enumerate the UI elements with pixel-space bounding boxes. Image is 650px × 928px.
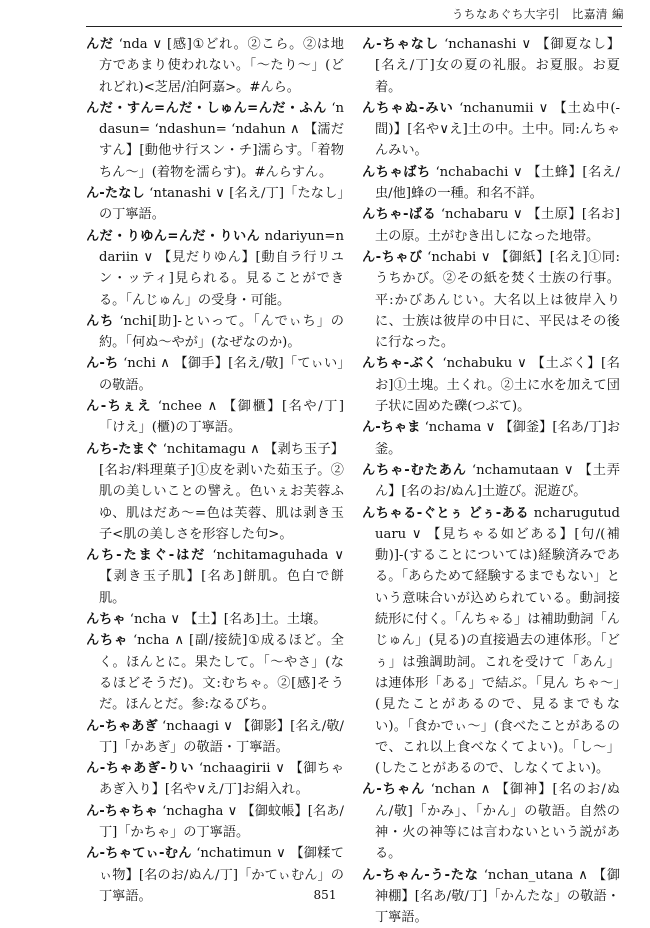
entry-headword: ん-ち (86, 356, 119, 372)
entry-definition: ‘nchanashi ∨ 【御夏なし】[名え/丁]女の夏の礼服。お夏服。お夏着。 (375, 37, 620, 95)
entry-headword: んち-たまぐ-はだ (86, 548, 207, 564)
entry-definition: ‘nchi ∧ 【御手】[名え/敬]「てぃい」の敬語。 (99, 356, 344, 393)
entry-headword: ん-ちゃちゃ (86, 803, 158, 819)
entry-definition: ‘nchitamagu ∧ 【剥ち玉子】[名お/料理菓子]①皮を剥いた茹玉子。②肌の美しいことの譬え。色いぇお芙蓉ふゆ、肌はだあ〜=色は芙蓉、肌は剥き玉子<肌の美しさを形容した句>。 (99, 441, 344, 542)
entry-headword: ん-たなし (86, 186, 145, 202)
entry-definition: ‘nchan ∧ 【御神】[名のお/ぬん/敬]「かみ」、「かん」の敬語。自然の神・火の神等には言わないという説がある。 (375, 782, 620, 862)
dictionary-entry (86, 98, 344, 183)
entry-headword: んち-たまぐ (86, 441, 159, 457)
dictionary-entry (86, 609, 344, 630)
dictionary-entry (86, 311, 344, 354)
dictionary-entry (362, 247, 620, 353)
entry-definition: ‘nchabaru ∨ 【土原】[名お]土の原。土がむき出しになった地帯。 (375, 207, 620, 244)
entry-definition: ‘nda ∨ [感]①どれ。②こら。②は地方であまり使われない。「〜たり〜」(どれどれ)<芝居/泊阿嘉>。#んら。 (99, 37, 344, 95)
entry-definition: ‘nchan_utana ∧ 【御神棚】[名あ/敬/丁]「かんたな」の敬語・丁寧語。 (375, 867, 621, 926)
entry-definition: ‘nchabuku ∨ 【土ぶく】[名お]①土塊。土くれ。②土に水を加えて団子状に固めた礫(つぶて)。 (375, 356, 620, 415)
entry-headword: んちゃ-ばる (362, 207, 437, 223)
entry-definition: ncharugutuduaru ∨ 【見ちゃる如どある】[句/(補動)]-(することについては)経験済みである。「あらためて経験するまでもない」という意味合いが込められている。動詞接続形に付く。「んちゃる」は補助動詞「んじゅん」(見る)の直接過去の連体形。「どぅ」は強調助詞。これを受けて「あん」は連体形「ある」で結ぶ。「見ん ちゃ〜」(見たことがあるので、見るまでもない)。「食かでぃ〜」(食べたことがあるので、これ以上食べなくてよい)。「し〜」(したことがあるので、しなくてよい)。 (375, 505, 620, 777)
entry-definition: ‘ndasun= ‘ndashun= ‘ndahun ∧ 【濡だすん】[動他サ行スン・チ]濡らす。「着物ちん〜」(着物を濡らす)。#んらすん。 (99, 100, 344, 180)
entry-headword: んちゃ (86, 612, 126, 628)
entry-headword: んちゃぬ-みい (362, 100, 454, 116)
entry-headword: んだ・すん=んだ・しゅん=んだ・ふん (86, 100, 327, 116)
running-header: うちなあぐち大字引 比嘉清 編 (451, 7, 624, 21)
dictionary-entry (362, 98, 620, 162)
entry-definition: ‘nchitamaguhada ∨ 【剥き玉子肌】[名あ]餅肌。色白で餅肌。 (99, 548, 344, 606)
entry-definition: ‘nchabachi ∨ 【土蜂】[名え/虫/他]蜂の一種。和名不詳。 (375, 164, 620, 202)
dictionary-entry (86, 716, 344, 759)
entry-headword: ん-ちゃん (362, 782, 426, 798)
entry-definition: ‘ncha ∨ 【土】[名あ]土。土壌。 (129, 612, 327, 628)
entry-headword: んだ・りゆん=んだ・りいん (86, 228, 261, 244)
entry-headword: ん-ちゃん-う-たな (362, 867, 479, 883)
dictionary-entry (86, 226, 344, 311)
entry-headword: んちゃばち (362, 164, 431, 180)
right-column (362, 34, 620, 928)
entry-definition: ‘nchagha ∨ 【御蚊帳】[名あ/丁]「かちゃ」の丁寧語。 (99, 803, 344, 840)
entry-definition: ‘nchatimun ∨ 【御糅てぃ物】[名のお/ぬん/丁]「かてぃむん」の丁寧語。 (99, 846, 344, 904)
dictionary-entry (362, 417, 620, 460)
entry-headword: ん-ちゃあぎ-りい (86, 761, 195, 777)
entry-definition: ‘nchee ∧ 【御櫃】[名や/丁]「けえ」(櫃)の丁寧語。 (99, 399, 344, 436)
entry-definition: ‘ncha ∧ [副/接続]①成るほど。全く。ほんとに。果たして。「〜やさ」(なるほどそうだ)。文:むちゃ。②[感]そうだ。ほんとだ。参:なるびち。 (99, 633, 344, 713)
dictionary-entry (362, 779, 620, 864)
entry-headword: ん-ちゃま (362, 420, 421, 436)
entry-definition: ‘nchama ∨ 【御釜】[名あ/丁]お釜。 (375, 420, 621, 457)
dictionary-entry (86, 183, 344, 226)
entry-headword: んだ (86, 37, 114, 52)
entry-definition: ‘nchaagirii ∨ 【御ちゃあぎ入り】[名や∨え/丁]お絹入れ。 (99, 761, 344, 798)
dictionary-entry (86, 439, 344, 545)
dictionary-entry (86, 758, 344, 801)
dictionary-entry (362, 353, 620, 417)
entry-headword: ん-ちゃなし (362, 37, 439, 52)
entry-headword: んちゃ-ぶく (362, 356, 438, 372)
dictionary-entry (86, 545, 344, 609)
dictionary-entry (362, 204, 620, 247)
entry-definition: ndariyun=ndariin ∨ 【見だりゆん】[動自ラ行リユン・ッティ]見られる。見ることができる。「んじゅん」の受身・可能。 (99, 228, 344, 308)
dictionary-entry (362, 503, 620, 780)
entry-definition: ‘nchi[助]-といって。「んでぃち」の約。「何ぬ〜やが」(なぜなのか)。 (99, 313, 344, 351)
dictionary-entry (362, 162, 620, 205)
entry-headword: ん-ちぇえ (86, 399, 152, 415)
entry-definition: ‘nchabi ∨ 【御紙】[名え]①同:うちかび。②その紙を焚く士族の行事。平:かびあんじい。大名以上は彼岸入りに、士族は彼岸の中日に、平民はその後に行なった。 (375, 249, 620, 351)
dictionary-entry (86, 630, 344, 715)
entry-headword: んちゃ-むたあん (362, 462, 467, 478)
header-rule (86, 26, 622, 27)
entry-definition: ‘nchamutaan ∨ 【土弄ん】[名のお/ぬん]土遊び。泥遊び。 (375, 462, 620, 500)
entry-headword: んちゃ (86, 633, 128, 649)
entry-definition: ‘ntanashi ∨ [名え/丁]「たなし」の丁寧語。 (99, 186, 344, 223)
dictionary-entry (86, 34, 344, 98)
dictionary-entry (362, 34, 620, 98)
page-number: 851 (313, 888, 337, 902)
dictionary-entry (86, 801, 344, 844)
entry-headword: んちゃる-ぐとぅ どぅ-ある (362, 505, 530, 521)
entry-headword: ん-ちゃてぃ-むん (86, 846, 192, 862)
entry-headword: ん-ちゃび (362, 249, 423, 265)
entry-definition: ‘nchaagi ∨ 【御影】[名え/敬/丁]「かあぎ」の敬語・丁寧語。 (99, 718, 344, 755)
dictionary-entry (86, 396, 344, 439)
left-column (86, 34, 344, 907)
dictionary-entry (362, 460, 620, 503)
entry-headword: ん-ちゃあぎ (86, 718, 158, 734)
entry-headword: んち (86, 313, 115, 329)
entry-definition: ‘nchanumii ∨ 【土ぬ中(-間)】[名や∨え]土の中。土中。同:んちゃんみい。 (375, 100, 620, 159)
dictionary-entry (86, 353, 344, 396)
